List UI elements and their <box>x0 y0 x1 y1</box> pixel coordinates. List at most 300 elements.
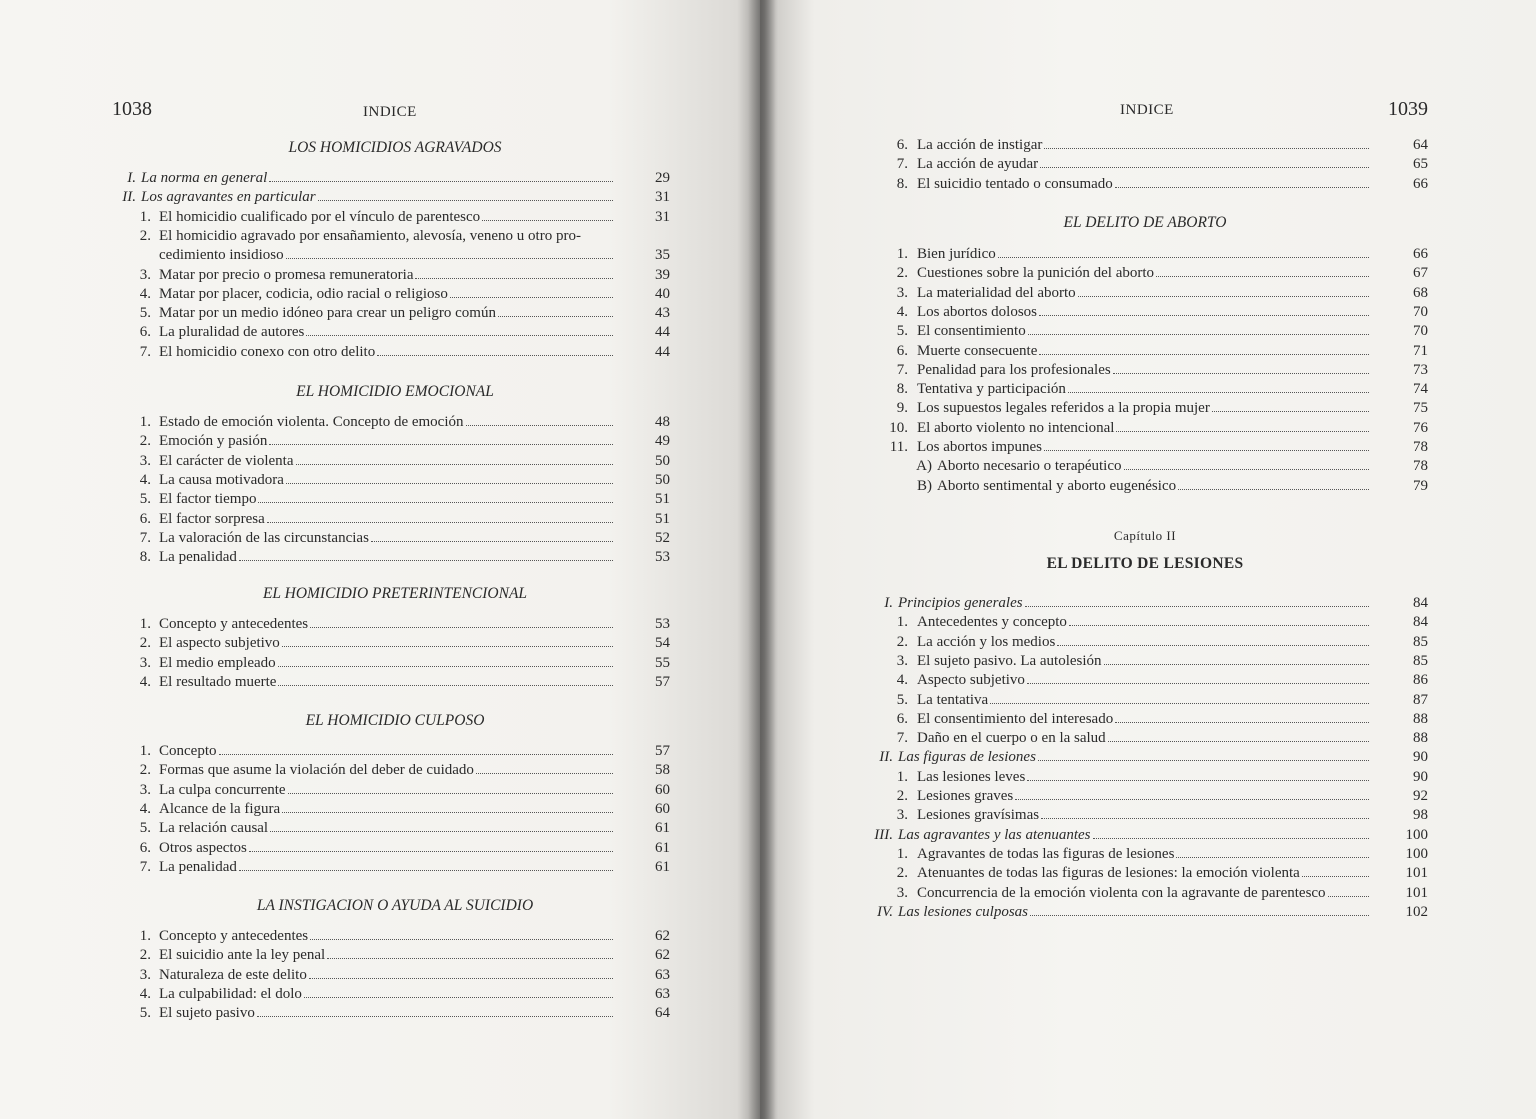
toc-entry <box>760 264 1536 283</box>
toc-entry-title: Daño en el cuerpo o en la salud <box>917 730 1106 747</box>
toc-entry-number: 4. <box>139 800 151 817</box>
toc-entry-title: La tentativa <box>917 691 989 708</box>
toc-entry-title-line <box>917 342 1372 361</box>
toc-entry-page: 50 <box>655 471 670 488</box>
toc-entry <box>0 966 760 985</box>
toc-entry-page: 60 <box>655 800 670 817</box>
toc-entry-number: 3. <box>896 652 908 669</box>
toc-entry-title-line <box>917 671 1372 690</box>
toc-entry-title: Otros aspectos <box>159 839 247 856</box>
toc-entry-title-line <box>917 806 1372 825</box>
toc-entry-title-line <box>917 845 1372 864</box>
toc-entry <box>0 432 760 451</box>
dot-leader <box>278 685 613 686</box>
toc-entry-page: 65 <box>1413 156 1428 173</box>
toc-entry-page: 85 <box>1413 633 1428 650</box>
toc-entry-number: IV. <box>877 903 893 920</box>
toc-entry-title: Matar por un medio idóneo para crear un peligro común <box>159 305 496 322</box>
toc-entry <box>760 826 1536 845</box>
toc-entry-page: 92 <box>1413 788 1428 804</box>
toc-entry-number: 5. <box>139 1005 151 1022</box>
toc-entry <box>0 413 760 432</box>
toc-entry-page: 74 <box>1413 381 1428 398</box>
dot-leader <box>1041 818 1369 819</box>
toc-entry-page: 39 <box>655 266 670 283</box>
toc-entry-number: 7. <box>139 858 151 875</box>
toc-entry <box>760 322 1536 341</box>
toc-entry-number: 1. <box>896 768 908 785</box>
toc-entry <box>760 303 1536 322</box>
toc-entry-title-line <box>917 691 1372 710</box>
toc-entry-title: La penalidad <box>159 549 237 566</box>
toc-entry-title: Aborto sentimental y aborto eugenésico <box>937 477 1177 494</box>
toc-entry-title: La culpa concurrente <box>159 781 286 798</box>
toc-entry-title-line <box>917 284 1372 303</box>
toc-entry-number: 7. <box>139 343 151 360</box>
toc-entry-title: Muerte consecuente <box>917 342 1038 359</box>
dot-leader <box>1044 148 1369 149</box>
toc-entry-title-line <box>917 245 1372 264</box>
toc-entry-title-line <box>141 188 616 207</box>
toc-entry <box>0 634 760 653</box>
toc-entry-number: 6. <box>896 710 908 727</box>
toc-entry-title: Aspecto subjetivo <box>917 672 1025 689</box>
toc-entry-title-line <box>159 208 616 227</box>
toc-entry-page: 68 <box>1413 284 1428 301</box>
dot-leader <box>1156 276 1369 277</box>
toc-entry <box>760 903 1536 922</box>
toc-entry-title: El sujeto pasivo. La autolesión <box>917 652 1102 669</box>
toc-entry-title: Los abortos impunes <box>917 439 1042 455</box>
toc-entry-number: 8. <box>139 549 151 566</box>
toc-entry <box>0 285 760 304</box>
toc-entry-title: Concepto y antecedentes <box>159 616 309 632</box>
dot-leader <box>269 444 613 445</box>
toc-entry-title-line <box>917 380 1372 399</box>
toc-entry-number: 2. <box>139 635 151 652</box>
dot-leader <box>1038 760 1369 761</box>
toc-entry-page: 66 <box>1413 175 1428 192</box>
toc-entry-title-line <box>159 966 616 985</box>
toc-entry <box>760 845 1536 864</box>
toc-entry-title-line <box>159 246 616 265</box>
toc-entry-page: 90 <box>1413 749 1428 766</box>
toc-entry-title: Alcance de la figura <box>159 800 281 817</box>
dot-leader <box>278 666 613 667</box>
book-gutter <box>748 0 778 1119</box>
toc-entry-title-line <box>917 419 1372 438</box>
toc-entry-title-line <box>898 903 1372 922</box>
toc-entry-page: 50 <box>655 452 670 469</box>
toc-entry-title-line <box>159 615 616 634</box>
toc-entry-number: 3. <box>139 781 151 798</box>
toc-entry-number: 1. <box>139 616 151 632</box>
toc-entry <box>0 742 760 761</box>
section-title: EL HOMICIDIO EMOCIONAL <box>296 383 494 400</box>
toc-entry <box>760 342 1536 361</box>
toc-entry-title: Atenuantes de todas las figuras de lesiones: la emoción violenta <box>917 865 1300 882</box>
toc-entry-title-line <box>917 652 1372 671</box>
toc-entry-title-line <box>159 839 616 858</box>
toc-entry-page: 78 <box>1413 458 1428 475</box>
toc-entry-title-line <box>159 1004 616 1023</box>
toc-entry <box>760 399 1536 418</box>
dot-leader <box>1039 315 1369 316</box>
dot-leader <box>288 793 613 794</box>
toc-entry <box>760 245 1536 264</box>
toc-entry-title-line <box>159 343 616 362</box>
toc-entry-title-line <box>159 266 616 285</box>
toc-entry-page: 73 <box>1413 361 1428 378</box>
toc-entry <box>0 781 760 800</box>
toc-entry-title-line <box>917 303 1372 322</box>
dot-leader <box>1116 431 1369 432</box>
toc-entry-title: Las lesiones leves <box>917 768 1026 785</box>
left-page <box>0 0 760 1119</box>
right-running-header: INDICE <box>1120 102 1174 118</box>
toc-entry-page: 63 <box>655 966 670 983</box>
toc-entry-number: 2. <box>896 788 908 804</box>
dot-leader <box>269 181 613 182</box>
toc-entry <box>760 652 1536 671</box>
toc-entry <box>0 227 760 246</box>
toc-entry-number: 1. <box>139 208 151 225</box>
toc-entry-title: Estado de emoción violenta. Concepto de emoción <box>159 414 464 430</box>
toc-entry <box>0 529 760 548</box>
dot-leader <box>310 627 613 628</box>
toc-entry-number: 3. <box>139 654 151 671</box>
toc-entry-number: 2. <box>139 433 151 450</box>
dot-leader <box>239 870 613 871</box>
toc-entry-page: 44 <box>655 343 670 360</box>
toc-entry <box>760 787 1536 806</box>
toc-entry <box>0 343 760 362</box>
toc-entry-title: El consentimiento del interesado <box>917 710 1114 727</box>
toc-entry <box>0 858 760 877</box>
toc-entry-number: 1. <box>139 414 151 430</box>
toc-entry-number: 8. <box>896 175 908 192</box>
toc-entry-page: 85 <box>1413 652 1428 669</box>
toc-entry <box>0 800 760 819</box>
toc-entry-title: Concepto y antecedentes <box>159 928 309 944</box>
toc-entry-title-line <box>159 452 616 471</box>
toc-entry-page: 86 <box>1413 672 1428 689</box>
toc-entry-page: 29 <box>655 170 670 186</box>
toc-entry <box>760 729 1536 748</box>
dot-leader <box>286 258 613 259</box>
toc-entry-title: La acción de ayudar <box>917 156 1039 173</box>
dot-leader <box>1093 838 1370 839</box>
toc-entry-page: 31 <box>655 208 670 225</box>
toc-entry-title-line <box>159 927 616 946</box>
dot-leader <box>1039 354 1369 355</box>
left-page-number: 1038 <box>112 98 152 120</box>
toc-entry-page: 52 <box>655 529 670 546</box>
toc-entry-title: El homicidio agravado por ensañamiento, alevosía, veneno u otro pro- <box>159 227 581 244</box>
toc-entry-title: El factor tiempo <box>159 491 257 508</box>
dot-leader <box>1027 683 1369 684</box>
toc-entry <box>0 208 760 227</box>
toc-entry-number: 4. <box>139 673 151 690</box>
toc-entry <box>760 438 1536 457</box>
toc-entry-title-line <box>159 985 616 1004</box>
toc-entry-page: 49 <box>655 433 670 450</box>
toc-entry-title: Naturaleza de este delito <box>159 966 307 983</box>
toc-entry-page: 57 <box>655 673 670 690</box>
toc-entry-title-line <box>917 264 1372 283</box>
toc-entry-title-line <box>159 285 616 304</box>
dot-leader <box>466 425 614 426</box>
toc-entry-title: La valoración de las circunstancias <box>159 529 369 546</box>
dot-leader <box>1124 469 1369 470</box>
toc-entry <box>760 806 1536 825</box>
toc-entry-title-line <box>917 864 1372 883</box>
toc-entry <box>760 284 1536 303</box>
toc-entry <box>760 768 1536 787</box>
toc-entry-number: 5. <box>896 691 908 708</box>
dot-leader <box>498 316 613 317</box>
toc-entry-title: El suicidio tentado o consumado <box>917 175 1113 192</box>
dot-leader <box>258 502 613 503</box>
toc-entry-number: 3. <box>139 452 151 469</box>
toc-entry-page: 64 <box>1413 137 1428 153</box>
toc-entry-number: 2. <box>139 227 151 244</box>
dot-leader <box>282 646 613 647</box>
toc-entry-title: Las figuras de lesiones <box>898 749 1036 766</box>
toc-entry-page: 102 <box>1405 903 1428 920</box>
toc-entry-title-line <box>159 413 616 432</box>
toc-entry-page: 75 <box>1413 400 1428 417</box>
toc-entry-number: 2. <box>139 947 151 964</box>
toc-entry <box>760 457 1536 476</box>
toc-entry <box>0 548 760 567</box>
toc-entry-title: Principios generales <box>898 595 1023 611</box>
toc-entry-page: 63 <box>655 985 670 1002</box>
toc-entry-title: El consentimiento <box>917 323 1026 340</box>
toc-entry-title: Las lesiones culposas <box>898 903 1029 920</box>
dot-leader <box>1027 780 1369 781</box>
toc-entry-title-line <box>159 654 616 673</box>
toc-entry <box>760 884 1536 903</box>
toc-entry-number: 8. <box>896 381 908 398</box>
chapter-label: Capítulo II <box>1113 528 1177 543</box>
toc-entry-page: 53 <box>655 616 670 632</box>
toc-entry-page: 62 <box>655 947 670 964</box>
toc-entry-title-line <box>159 761 616 780</box>
dot-leader <box>309 978 613 979</box>
toc-entry-number: I. <box>127 170 136 186</box>
toc-entry-title: Tentativa y participación <box>917 381 1066 398</box>
toc-entry-title-line <box>159 529 616 548</box>
toc-entry-number: 4. <box>139 985 151 1002</box>
toc-entry-title-line <box>917 884 1372 903</box>
dot-leader <box>1025 606 1369 607</box>
toc-entry-page: 88 <box>1413 730 1428 747</box>
toc-entry-title-line <box>917 613 1372 632</box>
toc-entry-page: 60 <box>655 781 670 798</box>
toc-entry-page: 84 <box>1413 595 1428 611</box>
dot-leader <box>1115 187 1369 188</box>
toc-entry-title-line <box>159 946 616 965</box>
dot-leader <box>1078 296 1369 297</box>
toc-entry-title: Lesiones graves <box>917 788 1014 804</box>
toc-entry-title-line <box>159 742 616 761</box>
toc-entry <box>760 864 1536 883</box>
toc-entry-title: El suicidio ante la ley penal <box>159 947 326 964</box>
toc-entry-number: 11. <box>889 439 908 455</box>
toc-entry-number: 7. <box>139 529 151 546</box>
toc-entry <box>760 691 1536 710</box>
toc-entry-title-line <box>159 858 616 877</box>
toc-entry-title: Los agravantes en particular <box>141 189 316 206</box>
toc-entry-title: Penalidad para los profesionales <box>917 361 1111 378</box>
toc-entry-title: La pluralidad de autores <box>159 324 305 341</box>
section-title: LOS HOMICIDIOS AGRAVADOS <box>288 139 502 156</box>
toc-entry-number: 3. <box>896 807 908 824</box>
dot-leader <box>318 200 613 201</box>
dot-leader <box>377 355 613 356</box>
dot-leader <box>1108 741 1369 742</box>
toc-entry-title: Concepto <box>159 743 217 759</box>
toc-entry-title-line <box>159 800 616 819</box>
toc-entry-page: 101 <box>1405 865 1428 882</box>
toc-entry <box>0 985 760 1004</box>
toc-entry-title: Matar por precio o promesa remuneratoria <box>159 266 414 283</box>
toc-entry-page: 44 <box>655 324 670 341</box>
toc-entry-title: El aborto violento no intencional <box>917 419 1115 436</box>
dot-leader <box>990 703 1369 704</box>
dot-leader <box>239 560 613 561</box>
toc-entry-title-line <box>937 477 1372 496</box>
toc-entry-number: 7. <box>896 730 908 747</box>
toc-entry-title: El carácter de violenta <box>159 452 294 469</box>
right-page-number: 1039 <box>1388 98 1428 120</box>
toc-entry-number: B) <box>917 477 932 494</box>
right-page <box>760 0 1536 1119</box>
toc-entry-title: La causa motivadora <box>159 471 284 488</box>
toc-entry-number: 2. <box>896 265 908 282</box>
toc-entry <box>760 633 1536 652</box>
toc-entry-title-line <box>898 748 1372 767</box>
toc-entry-page: 35 <box>655 247 670 264</box>
toc-entry-page: 84 <box>1413 614 1428 631</box>
toc-entry <box>760 380 1536 399</box>
toc-entry-title: La norma en general <box>141 170 268 186</box>
toc-entry-page: 76 <box>1413 419 1428 436</box>
toc-entry-page: 90 <box>1413 768 1428 785</box>
dot-leader <box>306 335 613 336</box>
toc-entry-title: Los abortos dolosos <box>917 303 1037 320</box>
toc-entry-title-line <box>917 322 1372 341</box>
toc-entry-page: 58 <box>655 762 670 779</box>
toc-entry <box>0 839 760 858</box>
dot-leader <box>1113 373 1369 374</box>
toc-entry-number: 9. <box>896 400 908 417</box>
toc-entry-title-continued: cedimiento insidioso <box>159 247 284 264</box>
dot-leader <box>282 812 613 813</box>
toc-entry-page: 61 <box>655 858 670 875</box>
toc-entry-title: Antecedentes y concepto <box>917 614 1067 631</box>
toc-entry <box>0 615 760 634</box>
toc-entry <box>0 946 760 965</box>
toc-entry <box>0 188 760 207</box>
toc-entry-title-line <box>159 634 616 653</box>
toc-entry-title-line <box>917 438 1372 457</box>
toc-entry-page: 78 <box>1413 439 1428 455</box>
toc-entry-title-line <box>159 471 616 490</box>
toc-entry-number: 5. <box>139 305 151 322</box>
dot-leader <box>1028 334 1369 335</box>
toc-entry-title-line <box>917 175 1372 194</box>
toc-entry-title-line <box>937 457 1372 476</box>
dot-leader <box>310 939 613 940</box>
dot-leader <box>1030 915 1369 916</box>
toc-entry-title: La materialidad del aborto <box>917 284 1076 301</box>
toc-entry <box>760 155 1536 174</box>
toc-entry-number: 4. <box>139 285 151 302</box>
dot-leader <box>450 297 613 298</box>
toc-entry-title: Formas que asume la violación del deber de cuidado <box>159 762 474 779</box>
toc-entry-continuation <box>0 246 760 265</box>
toc-entry-page: 40 <box>655 285 670 302</box>
toc-entry-title-line <box>917 729 1372 748</box>
toc-entry-number: 6. <box>139 324 151 341</box>
toc-entry-title: Agravantes de todas las figuras de lesiones <box>917 845 1175 862</box>
toc-entry-title: Matar por placer, codicia, odio racial o religioso <box>159 285 448 302</box>
toc-entry-page: 55 <box>655 654 670 671</box>
toc-entry-number: 2. <box>139 762 151 779</box>
dot-leader <box>286 483 613 484</box>
toc-entry <box>0 452 760 471</box>
toc-entry <box>760 613 1536 632</box>
toc-entry-number: 3. <box>896 884 908 901</box>
dot-leader <box>998 257 1369 258</box>
toc-entry-page: 66 <box>1413 246 1428 262</box>
dot-leader <box>1104 664 1369 665</box>
dot-leader <box>1069 625 1369 626</box>
toc-entry <box>0 304 760 323</box>
toc-entry <box>0 673 760 692</box>
toc-entry-number: 5. <box>896 323 908 340</box>
toc-entry-number: I. <box>884 595 893 611</box>
toc-entry-title: Emoción y pasión <box>159 433 268 450</box>
toc-entry-number: A) <box>916 458 932 475</box>
toc-entry-title-line <box>917 710 1372 729</box>
toc-entry-page: 53 <box>655 549 670 566</box>
toc-entry <box>760 175 1536 194</box>
toc-entry-number: 4. <box>139 471 151 488</box>
dot-leader <box>1302 876 1369 877</box>
toc-entry-title-line <box>159 432 616 451</box>
toc-entry <box>760 477 1536 496</box>
toc-entry-number: 7. <box>896 156 908 173</box>
toc-entry <box>760 419 1536 438</box>
toc-entry-title: Los supuestos legales referidos a la propia mujer <box>917 400 1210 417</box>
toc-entry-number: 1. <box>896 845 908 862</box>
toc-entry <box>0 169 760 188</box>
toc-entry <box>0 654 760 673</box>
dot-leader <box>219 754 614 755</box>
toc-entry-number: 6. <box>139 510 151 527</box>
dot-leader <box>257 1016 613 1017</box>
toc-entry-title-line <box>898 826 1372 845</box>
toc-entry-number: 7. <box>896 361 908 378</box>
section-title: LA INSTIGACION O AYUDA AL SUICIDIO <box>256 897 534 914</box>
toc-entry-title: El homicidio cualificado por el vínculo de parentesco <box>159 208 481 225</box>
toc-entry-number: 5. <box>139 820 151 837</box>
dot-leader <box>1057 645 1369 646</box>
toc-entry <box>760 748 1536 767</box>
